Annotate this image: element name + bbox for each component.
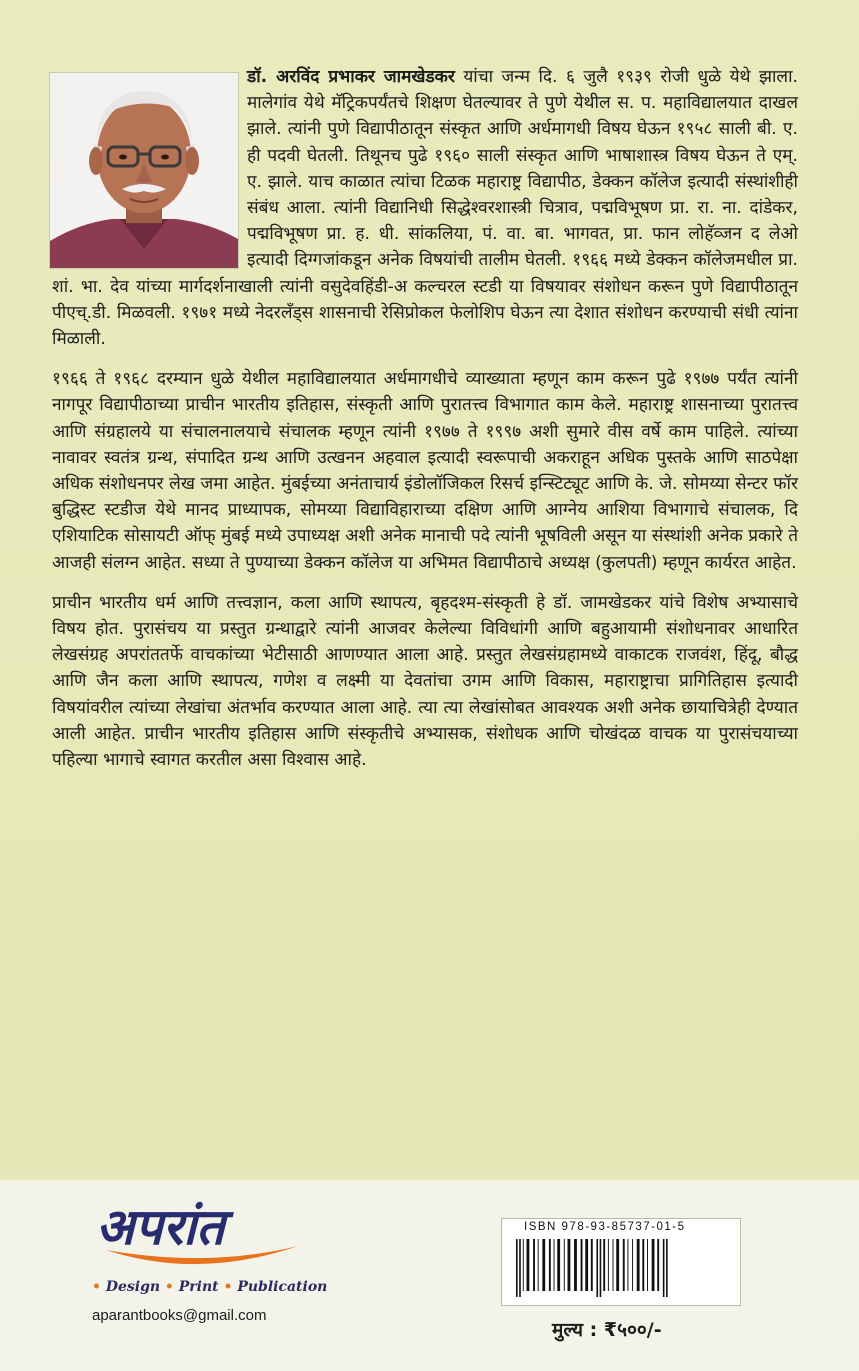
barcode-bar [538, 1239, 539, 1291]
barcode-bar [591, 1239, 593, 1291]
isbn-text: ISBN 978-93-85737-01-5 [524, 1221, 686, 1233]
barcode [510, 1237, 730, 1299]
tagline-design: Design [105, 1279, 161, 1295]
publisher-logo-mark [88, 1188, 318, 1278]
barcode-bar [623, 1239, 625, 1291]
barcode-bar [603, 1239, 605, 1291]
bio-paragraph-1 [52, 64, 798, 352]
author-name: डॉ. अरविंद प्रभाकर जामखेडकर [247, 67, 455, 87]
barcode-bar [568, 1239, 571, 1291]
barcode-bar [585, 1239, 588, 1291]
barcode-bar [652, 1239, 655, 1291]
barcode-bar [613, 1239, 614, 1291]
bio-paragraph-1-text: यांचा जन्म दि. ६ जुलै १९३९ रोजी धुळे येथे झाला. मालेगांव येथे मॅट्रिकपर्यंतचे शिक्षण घेतल्यावर ते पुणे येथील स. प. महाविद्यालयात दाखल झाले. त्यांनी पुणे विद्यापीठातून संस्कृत आणि अर्धमागधी विषय घेऊन १९५८ साली बी. ए. ही पदवी घेतली. तिथूनच पुढे १९६० साली संस्कृत आणि भाषाशास्त्र विषय घेऊन ते एम्. ए. झाले. याच काळात त्यांचा टिळक महाराष्ट्र विद्यापीठ, डेक्कन कॉलेज इत्यादी संस्थांशीही संबंध आला. त्यांनी विद्यानिधी सिद्धेश्वरशास्त्री चित्राव, पद्मविभूषण प्रा. रा. ना. दांडेकर, पद्मविभूषण प्रा. ह. धी. सांकलिया, पं. वा. बा. भागवत, प्रा. फान लोहॅव्जन द लेओ इत्यादी दिग्गजांकडून अनेक विषयांची तालीम घेतली. १९६६ मध्ये डेक्कन कॉलेजमधील प्रा. शां. भा. देव यांच्या मार्गदर्शनाखाली त्यांनी वसुदेवहिंडी-अ कल्चरल स्टडी या विषयावर संशोधन करून पुणे विद्यापीठातून पीएच्.डी. मिळवली. १९७१ मध्ये नेदरलँड्स शासनाची रेसिप्रोकल फेलोशिप घेऊन त्या देशात संशोधन करण्याची संधी त्यांना मिळाली. [52, 67, 798, 350]
barcode-bar [523, 1239, 524, 1291]
barcode-bar [627, 1239, 628, 1291]
barcode-bar [642, 1239, 644, 1291]
barcode-bar [554, 1239, 555, 1291]
tagline-print: Print [178, 1279, 219, 1295]
bio-paragraph-3: प्राचीन भारतीय धर्म आणि तत्त्वज्ञान, कला आणि स्थापत्य, बृहदश्म-संस्कृती हे डॉ. जामखेडकर यांचे विशेष अभ्यासाचे विषय होत. पुरासंचय या प्रस्तुत ग्रन्थाद्वारे त्यांनी आजवर केलेल्या विविधांगी आणि बहुआयामी संशोधनावर आधारित लेखसंग्रह अपरांततर्फे वाचकांच्या भेटीसाठी आणण्यात आला आहे. प्रस्तुत लेखसंग्रहामध्ये वाकाटक राजवंश, हिंदू, बौद्ध आणि जैन कला आणि स्थापत्य, गणेश व लक्ष्मी या देवतांचा उगम आणि विकास, महाराष्ट्राचा प्रागितिहास इत्यादी विषयांवरील त्यांच्या लेखांचा अंतर्भाव करण्यात आला आहे. त्या त्या लेखांसोबत आवश्यक अशी अनेक छायाचित्रेही देण्यात आली आहेत. प्राचीन भारतीय इतिहास आणि संस्कृतीचे अभ्यासक, संशोधक आणि चोखंदळ वाचक या पुरासंचयाच्या पहिल्या भागाचे स्वागत करतील असा विश्वास आहे. [52, 592, 798, 771]
barcode-bar [600, 1239, 602, 1297]
barcode-bar [596, 1239, 598, 1297]
barcode-bar [564, 1239, 565, 1291]
barcode-bar [574, 1239, 577, 1291]
barcode-bar [549, 1239, 551, 1291]
publisher-tagline: • Design • Print • Publication [92, 1279, 328, 1295]
publisher-email: aparantbooks@gmail.com [92, 1307, 267, 1324]
publisher-logo-text: अपरांत [96, 1198, 225, 1256]
barcode-bar [666, 1239, 668, 1297]
barcode-bar [542, 1239, 545, 1291]
publisher-logo [88, 1188, 318, 1278]
barcode-bar [647, 1239, 648, 1291]
barcode-bar [637, 1239, 640, 1291]
barcode-bar [632, 1239, 633, 1291]
barcode-bar [581, 1239, 583, 1291]
barcode-bar [533, 1239, 535, 1291]
price-label: मुल्य : ₹५००/- [552, 1319, 662, 1341]
barcode-bar [527, 1239, 530, 1291]
barcode-bar [516, 1239, 518, 1297]
bio-paragraph-2: १९६६ ते १९६८ दरम्यान धुळे येथील महाविद्यालयात अर्धमागधीचे व्याख्याता म्हणून काम करून पुढे १९७७ पर्यंत त्यांनी नागपूर विद्यापीठाच्या प्राचीन भारतीय इतिहास, संस्कृती आणि पुरातत्त्व विभागात काम केले. महाराष्ट्र शासनाच्या पुरातत्त्व आणि संग्रहालये या संचालनालयाचे संचालक म्हणून त्यांनी १९७७ ते १९९७ अशी सुमारे वीस वर्षे काम पाहिले. त्यांच्या नावावर स्वतंत्र ग्रन्थ, संपादित ग्रन्थ आणि उत्खनन अहवाल इत्यादी स्वरूपाची अकराहून अधिक पुस्तके आणि साठपेक्षा अधिक संशोधनपर लेख जमा आहेत. मुंबईच्या अनंताचार्य इंडोलॉजिकल रिसर्च इन्स्टिट्यूट आणि के. जे. सोमय्या सेन्टर फॉर बुद्धिस्ट स्टडीज येथे मानद प्राध्यापक, सोमय्या विद्याविहाराच्या दक्षिण आणि आग्नेय आशिया विभागाचे संचालक, दि एशियाटिक सोसायटी ऑफ् मुंबई मध्ये उपाध्यक्ष अशी अनेक मानाची पदे त्यांनी भूषविली असून या संस्थांशी अनेक प्रकारे ते आजही संलग्न आहेत. सध्या ते पुण्याच्या डेक्कन कॉलेज या अभिमत विद्यापीठाचे अध्यक्ष (कुलपती) म्हणून कार्यरत आहेत. [52, 369, 798, 573]
tagline-publication: Publication [237, 1279, 328, 1295]
barcode-bar [519, 1239, 521, 1297]
barcode-bar [608, 1239, 609, 1291]
barcode-bar [616, 1239, 619, 1291]
barcode-bar [663, 1239, 665, 1297]
barcode-bar [657, 1239, 659, 1291]
barcode-bar [557, 1239, 560, 1291]
author-bio [52, 64, 798, 787]
